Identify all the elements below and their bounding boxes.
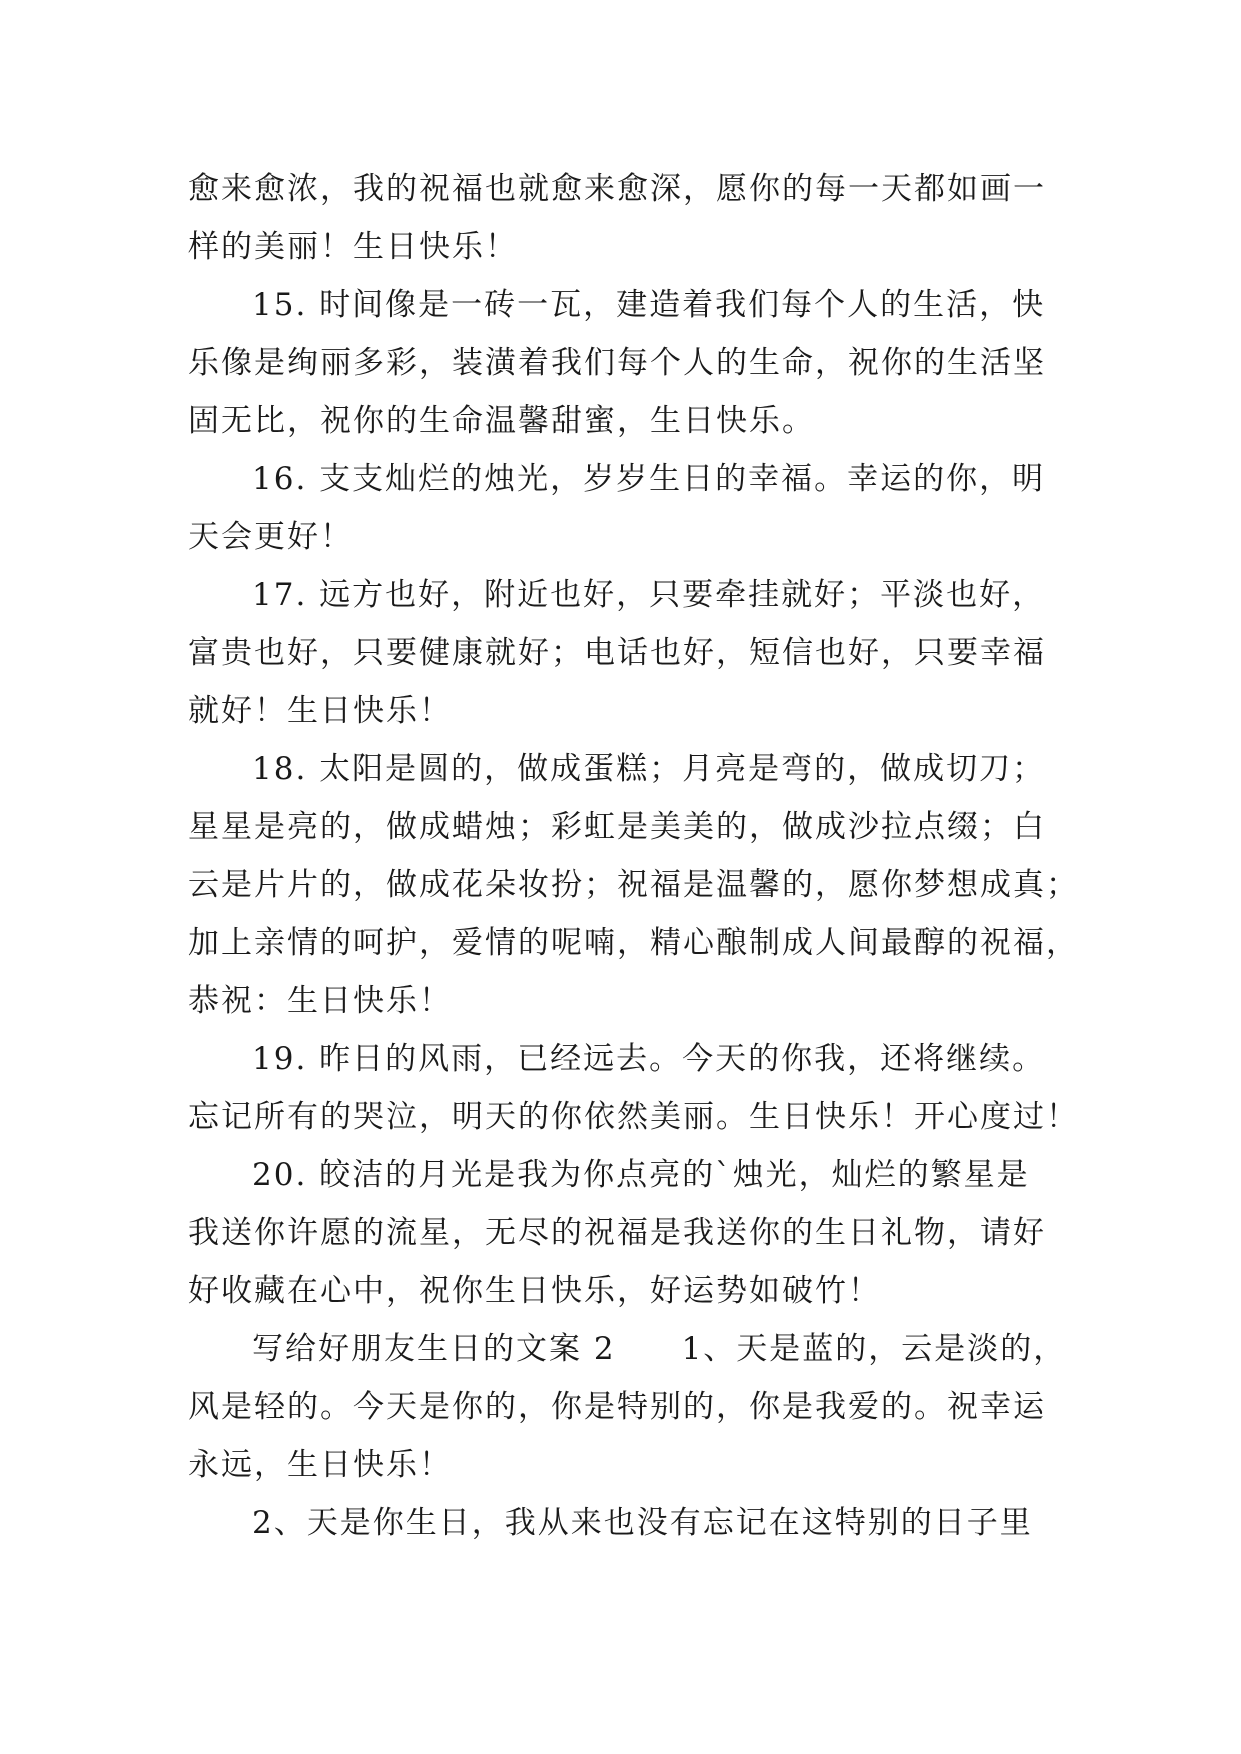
text-line: 18. 太阳是圆的，做成蛋糕；月亮是弯的，做成切刀； [252,751,1046,787]
text-line: 样的美丽！生日快乐！ [188,229,518,265]
text-line: 忘记所有的哭泣，明天的你依然美丽。生日快乐！开心度过！ [188,1099,1079,1135]
text-line: 乐像是绚丽多彩，装潢着我们每个人的生命，祝你的生活坚 [188,345,1046,381]
text-line: 我送你许愿的流星，无尽的祝福是我送你的生日礼物，请好 [188,1215,1046,1251]
text-line: 天会更好！ [188,519,353,555]
text-line: 好收藏在心中，祝你生日快乐，好运势如破竹！ [188,1273,881,1309]
text-line: 就好！生日快乐！ [188,693,452,729]
text-line: 风是轻的。今天是你的，你是特别的，你是我爱的。祝幸运 [188,1389,1046,1425]
text-line: 写给好朋友生日的文案 2 1、天是蓝的，云是淡的， [252,1331,1067,1367]
text-line: 2、天是你生日，我从来也没有忘记在这特别的日子里 [252,1505,1033,1541]
document-body [188,160,1079,1552]
text-line: 固无比，祝你的生命温馨甜蜜，生日快乐。 [188,403,815,439]
text-line: 加上亲情的呵护，爱情的呢喃，精心酿制成人间最醇的祝福， [188,925,1079,961]
text-line: 永远，生日快乐！ [188,1447,452,1483]
text-line: 云是片片的，做成花朵妆扮；祝福是温馨的，愿你梦想成真； [188,867,1079,903]
text-line: 富贵也好，只要健康就好；电话也好，短信也好，只要幸福 [188,635,1046,671]
text-line: 17. 远方也好，附近也好，只要牵挂就好；平淡也好， [252,577,1046,613]
text-line: 19. 昨日的风雨，已经远去。今天的你我，还将继续。 [252,1041,1046,1077]
text-line: 星星是亮的，做成蜡烛；彩虹是美美的，做成沙拉点缀；白 [188,809,1046,845]
text-line: 恭祝：生日快乐！ [188,983,452,1019]
text-line: 15. 时间像是一砖一瓦，建造着我们每个人的生活，快 [252,287,1046,323]
text-line: 16. 支支灿烂的烛光，岁岁生日的幸福。幸运的你，明 [252,461,1046,497]
text-line: 愈来愈浓，我的祝福也就愈来愈深，愿你的每一天都如画一 [188,171,1046,207]
text-line: 20. 皎洁的月光是我为你点亮的`烛光，灿烂的繁星是 [252,1157,1030,1193]
